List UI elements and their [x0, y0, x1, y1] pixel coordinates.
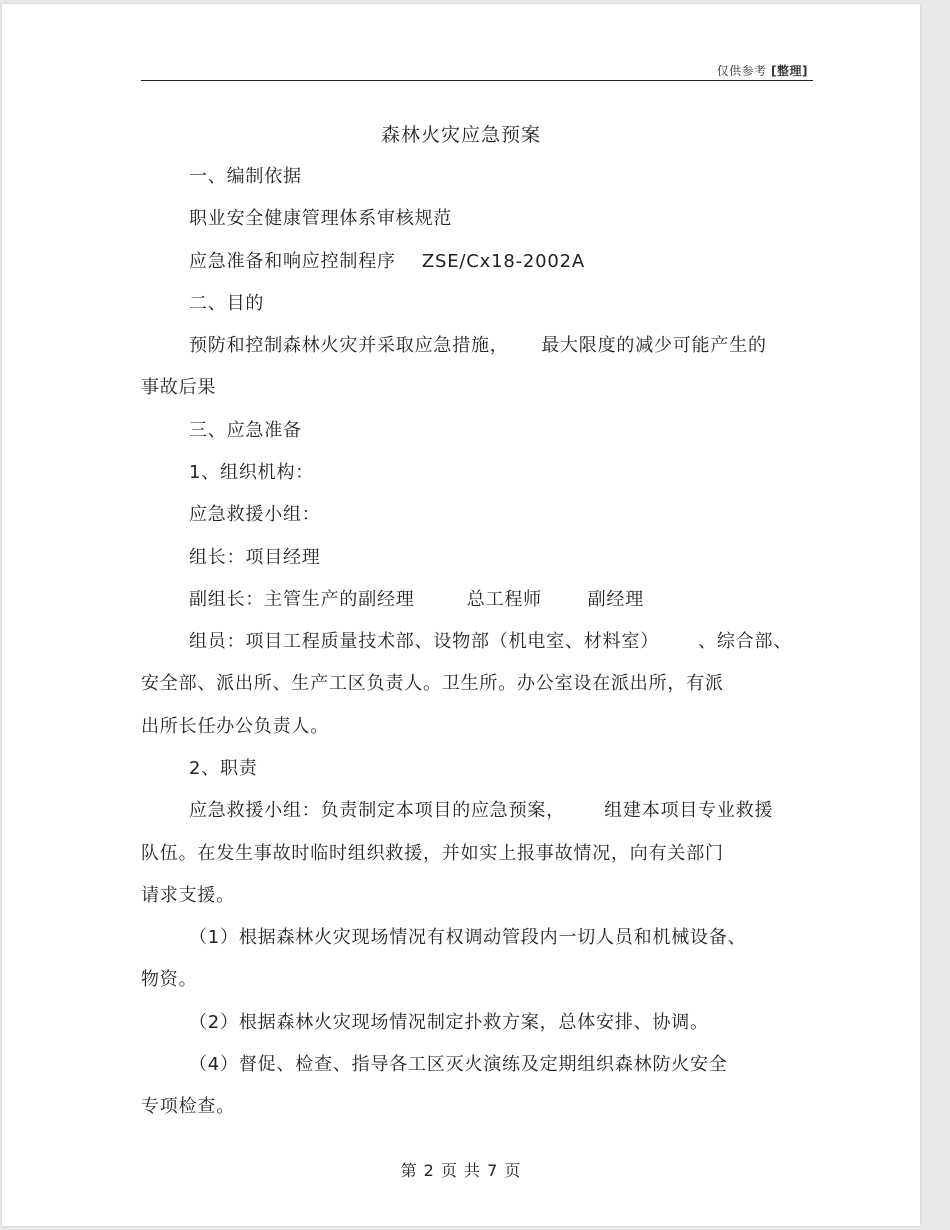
header-tag: [整理]: [771, 64, 808, 78]
paragraph-line: 职业安全健康管理体系审核规范: [189, 208, 453, 229]
paragraph-line: 应急准备和响应控制程序 ZSE/Cx18-2002A: [189, 251, 586, 272]
paragraph-line: 队伍。在发生事故时临时组织救援，并如实上报事故情况，向有关部门: [141, 843, 724, 864]
paragraph-line: 副组长：主管生产的副经理 总工程师 副经理: [189, 589, 645, 610]
paragraph-line: 事故后果: [141, 377, 217, 398]
subsection-heading: 1、组织机构：: [189, 462, 315, 483]
paragraph-line: 专项检查。: [141, 1096, 235, 1117]
paragraph-line: 物资。: [141, 969, 198, 990]
header-divider: [141, 80, 813, 81]
paragraph-line: 安全部、派出所、生产工区负责人。卫生所。办公室设在派出所，有派: [141, 673, 724, 694]
header-note: 仅供参考: [716, 64, 767, 78]
paragraph-line: 应急救援小组：负责制定本项目的应急预案， 组建本项目专业救援: [189, 800, 774, 821]
page-header: [717, 62, 808, 79]
page-number: 第 2 页 共 7 页: [400, 1161, 522, 1180]
document-page: [2, 4, 920, 1226]
paragraph-line: 组长：项目经理: [189, 547, 321, 568]
paragraph-line: 请求支援。: [141, 885, 235, 906]
paragraph-line: 组员：项目工程质量技术部、设物部（机电室、材料室） 、综合部、: [189, 631, 793, 652]
section-heading-purpose: 二、目的: [189, 293, 265, 314]
paragraph-line: 出所长任办公负责人。: [141, 716, 329, 737]
section-heading-basis: 一、编制依据: [189, 166, 302, 187]
subsection-heading: 2、职责: [189, 758, 258, 779]
section-heading-preparation: 三、应急准备: [189, 420, 302, 441]
list-item-line: （4）督促、检查、指导各工区灭火演练及定期组织森林防火安全: [189, 1054, 728, 1075]
paragraph-line: 应急救援小组：: [189, 504, 321, 525]
paragraph-line: 预防和控制森林火灾并采取应急措施， 最大限度的减少可能产生的: [189, 335, 767, 356]
document-title: 森林火灾应急预案: [380, 124, 541, 146]
list-item-line: （1）根据森林火灾现场情况有权调动管段内一切人员和机械设备、: [189, 927, 747, 948]
list-item-line: （2）根据森林火灾现场情况制定扑救方案，总体安排、协调。: [189, 1012, 709, 1033]
